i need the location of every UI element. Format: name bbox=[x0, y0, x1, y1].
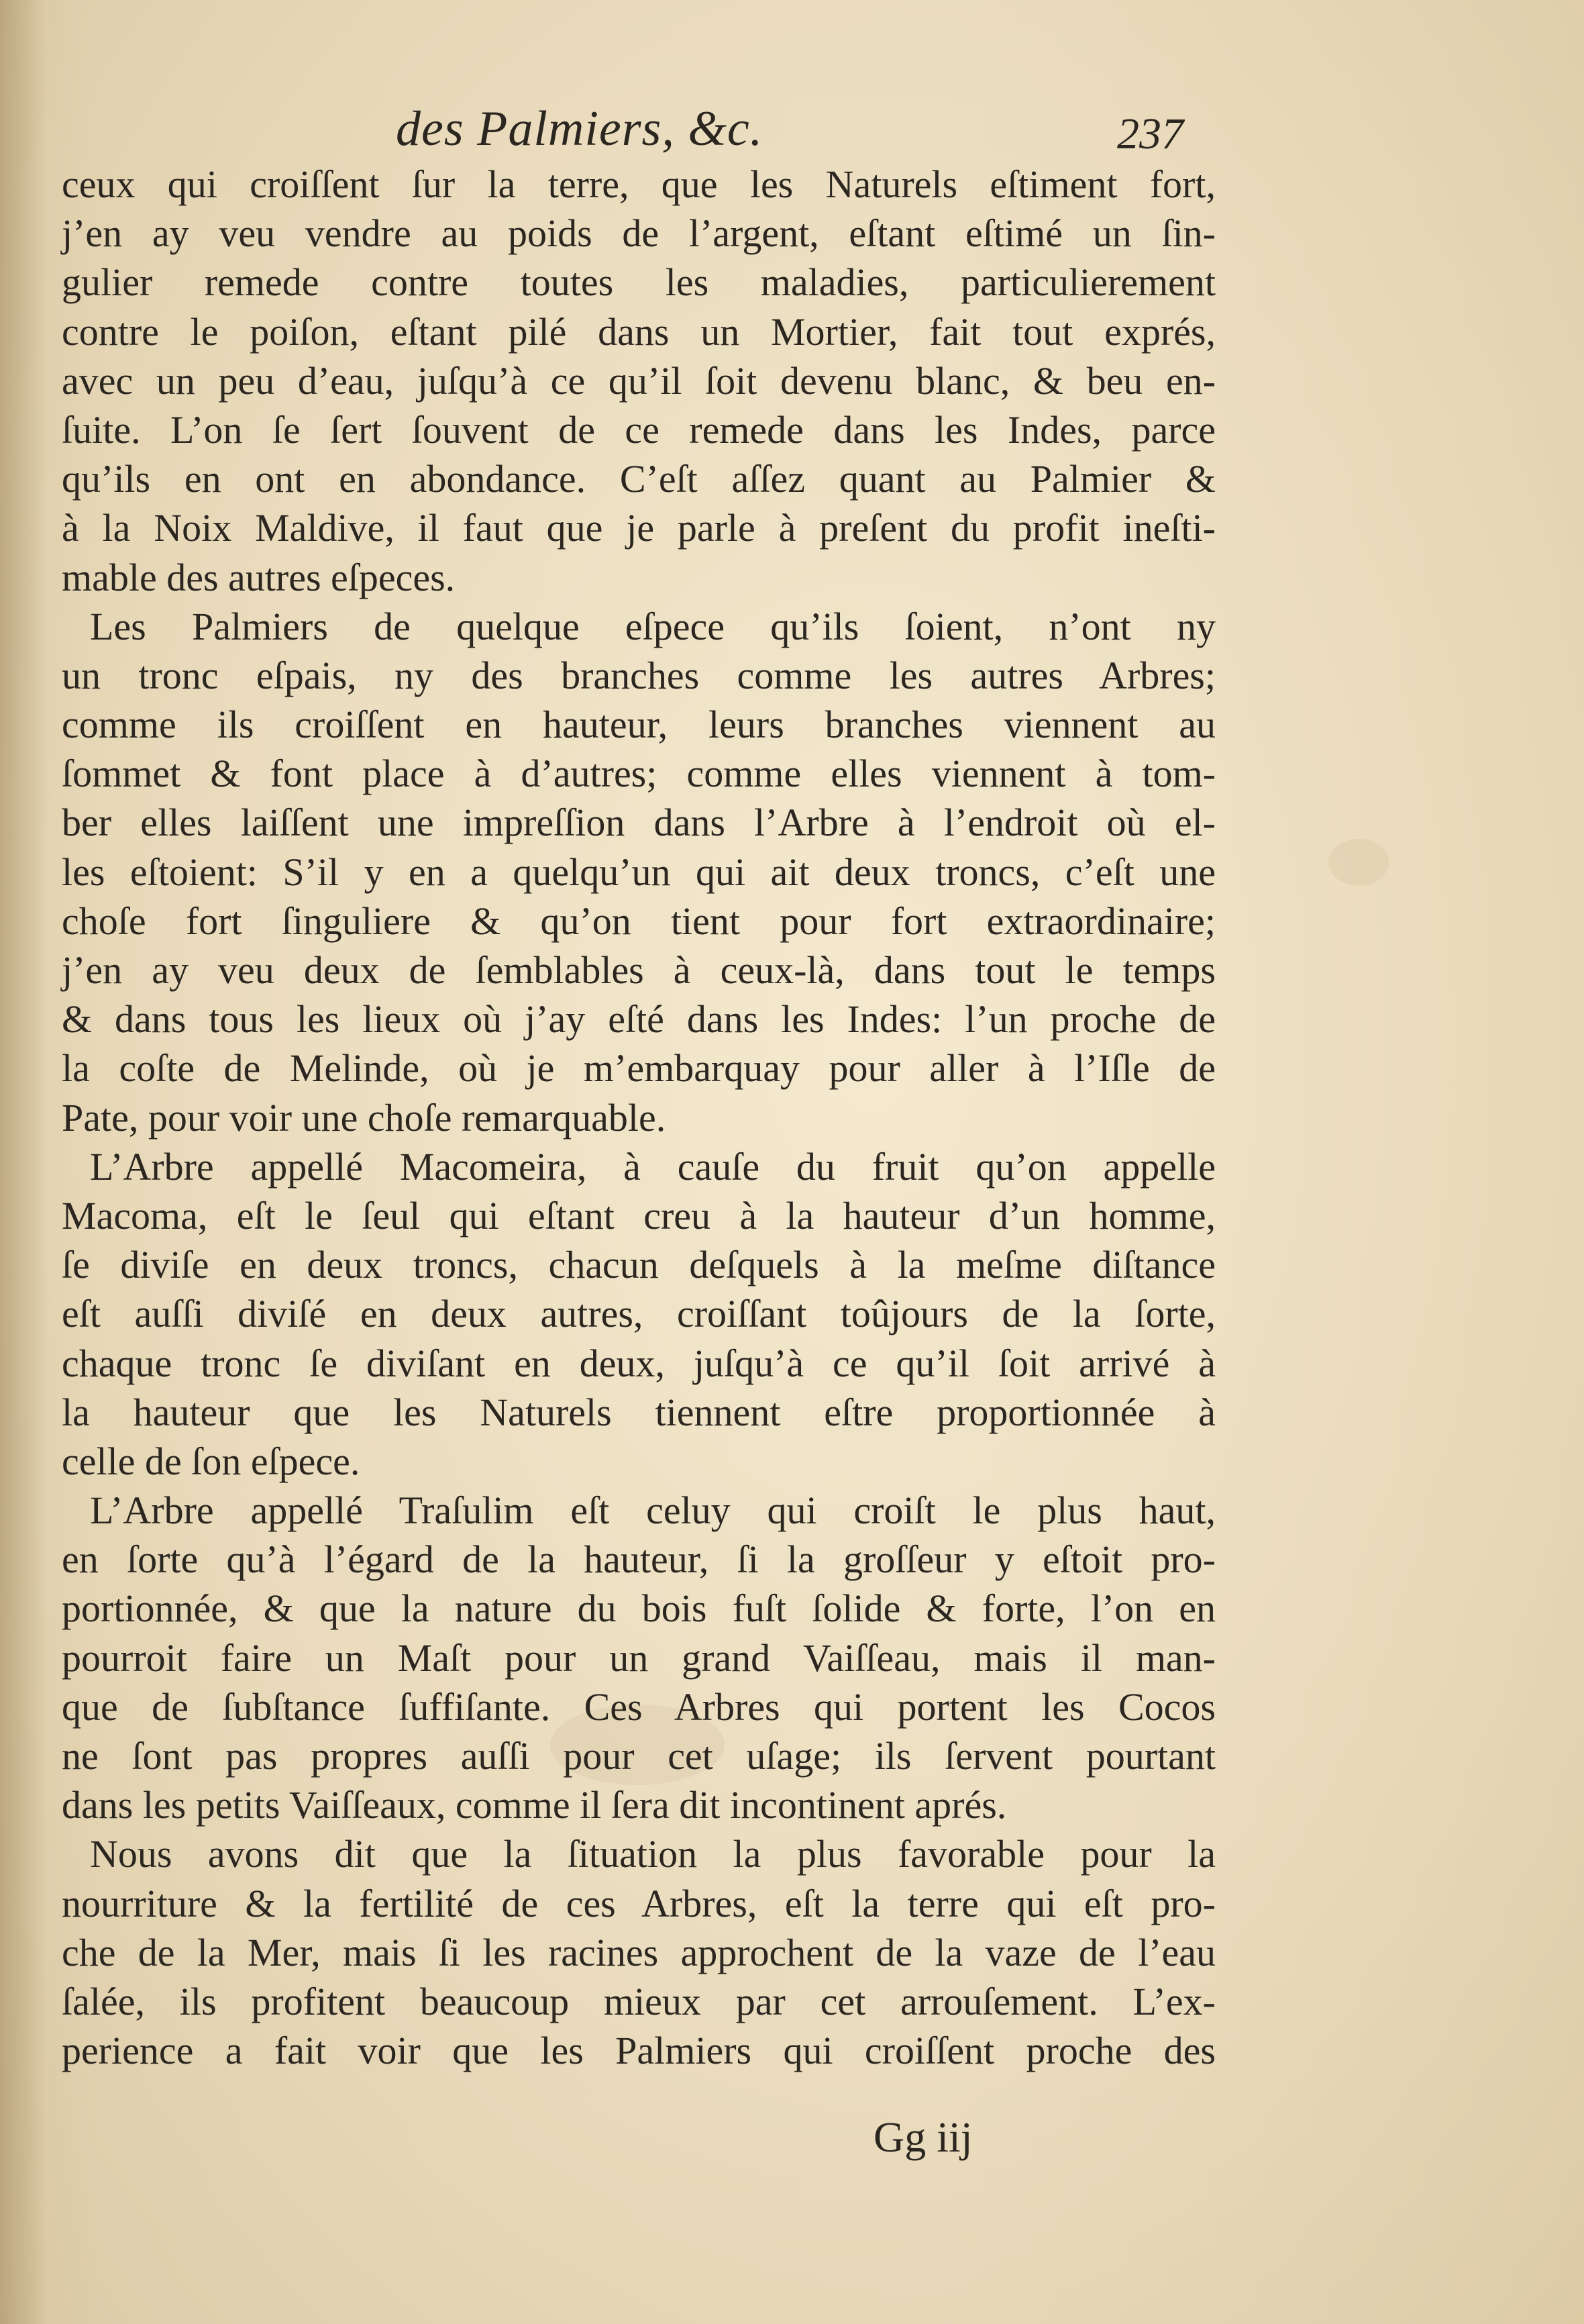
text-line: un tronc eſpais, ny des branches comme les autres Arbres; bbox=[62, 653, 1216, 697]
text-line: à la Noix Maldive, il faut que je parle à preſent du profit ineſti- bbox=[62, 506, 1216, 550]
text-line: la coſte de Melinde, où je m’embarquay pour aller à l’Iſle de bbox=[62, 1046, 1216, 1091]
text-line: mable des autres eſpeces. bbox=[62, 555, 456, 599]
text-line: Pate, pour voir une choſe remarquable. bbox=[62, 1095, 666, 1140]
text-line: comme ils croiſſent en hauteur, leurs branches viennent au bbox=[62, 703, 1216, 747]
gutter-shadow bbox=[0, 0, 47, 2324]
text-line: avec un peu d’eau, juſqu’à ce qu’il ſoit devenu blanc, & beu en- bbox=[62, 358, 1216, 403]
text-line: en ſorte qu’à l’égard de la hauteur, ſi la groſſeur y eſtoit pro- bbox=[62, 1537, 1216, 1582]
body-text bbox=[62, 160, 1216, 2075]
text-line: celle de ſon eſpece. bbox=[62, 1439, 360, 1483]
text-line: perience a fait voir que les Palmiers qui croiſſent proche des bbox=[62, 2029, 1216, 2073]
text-line: L’Arbre appellé Traſulim eſt celuy qui croiſt le plus haut, bbox=[90, 1488, 1216, 1533]
text-line: qu’ils en ont en abondance. C’eſt aſſez quant au Palmier & bbox=[62, 457, 1216, 501]
text-line: ber elles laiſſent une impreſſion dans l’Arbre à l’endroit où el- bbox=[62, 801, 1216, 845]
text-line: chaque tronc ſe diviſant en deux, juſqu’à ce qu’il ſoit arrivé à bbox=[62, 1341, 1216, 1385]
text-line: gulier remede contre toutes les maladies, particulierement bbox=[62, 260, 1216, 305]
text-line: ſe diviſe en deux troncs, chacun deſquels à la meſme diſtance bbox=[62, 1243, 1216, 1287]
signature-mark: Gg iij bbox=[874, 2113, 973, 2161]
text-line: choſe fort ſinguliere & qu’on tient pour fort extraordinaire; bbox=[62, 899, 1216, 943]
text-line: ſalée, ils profitent beaucoup mieux par cet arrouſement. L’ex- bbox=[62, 1979, 1216, 2023]
text-line: ſuite. L’on ſe ſert ſouvent de ce remede dans les Indes, parce bbox=[62, 407, 1216, 452]
text-line: les eſtoient: S’il y en a quelqu’un qui ait deux troncs, c’eſt une bbox=[62, 850, 1216, 894]
paper-stain bbox=[1328, 839, 1389, 886]
page-number: 237 bbox=[1117, 109, 1183, 158]
text-line: L’Arbre appellé Macomeira, à cauſe du fruit qu’on appelle bbox=[90, 1144, 1216, 1189]
text-line: la hauteur que les Naturels tiennent eſtre proportionnée à bbox=[62, 1390, 1216, 1434]
running-title: des Palmiers, &c. bbox=[396, 101, 763, 156]
text-line: dans les petits Vaiſſeaux, comme il ſera dit incontinent aprés. bbox=[62, 1783, 1007, 1827]
text-line: ceux qui croiſſent ſur la terre, que les Naturels eſtiment fort, bbox=[62, 162, 1216, 206]
text-line: eſt auſſi diviſé en deux autres, croiſſant toûjours de la ſorte, bbox=[62, 1292, 1216, 1336]
text-line: contre le poiſon, eſtant pilé dans un Mortier, fait tout exprés, bbox=[62, 309, 1216, 354]
text-line: Nous avons dit que la ſituation la plus favorable pour la bbox=[90, 1832, 1216, 1876]
text-line: Macoma, eſt le ſeul qui eſtant creu à la hauteur d’un homme, bbox=[62, 1193, 1216, 1237]
text-line: pourroit faire un Maſt pour un grand Vaiſſeau, mais il man- bbox=[62, 1635, 1216, 1680]
text-line: & dans tous les lieux où j’ay eſté dans les Indes: l’un proche de bbox=[62, 997, 1216, 1042]
text-line: Les Palmiers de quelque eſpece qu’ils ſoient, n’ont ny bbox=[90, 604, 1216, 648]
text-line: j’en ay veu deux de ſemblables à ceux-là, dans tout le temps bbox=[62, 948, 1216, 992]
text-line: ſommet & font place à d’autres; comme elles viennent à tom- bbox=[62, 752, 1216, 796]
text-line: che de la Mer, mais ſi les racines approchent de la vaze de l’eau bbox=[62, 1930, 1216, 1974]
text-line: que de ſubſtance ſuffiſante. Ces Arbres qui portent les Cocos bbox=[62, 1684, 1216, 1729]
text-line: portionnée, & que la nature du bois fuſt ſolide & forte, l’on en bbox=[62, 1586, 1216, 1631]
text-line: ne ſont pas propres auſſi pour cet uſage; ils ſervent pourtant bbox=[62, 1734, 1216, 1778]
text-line: j’en ay veu vendre au poids de l’argent, eſtant eſtimé un ſin- bbox=[62, 211, 1216, 256]
text-line: nourriture & la fertilité de ces Arbres, eſt la terre qui eſt pro- bbox=[62, 1881, 1216, 1925]
